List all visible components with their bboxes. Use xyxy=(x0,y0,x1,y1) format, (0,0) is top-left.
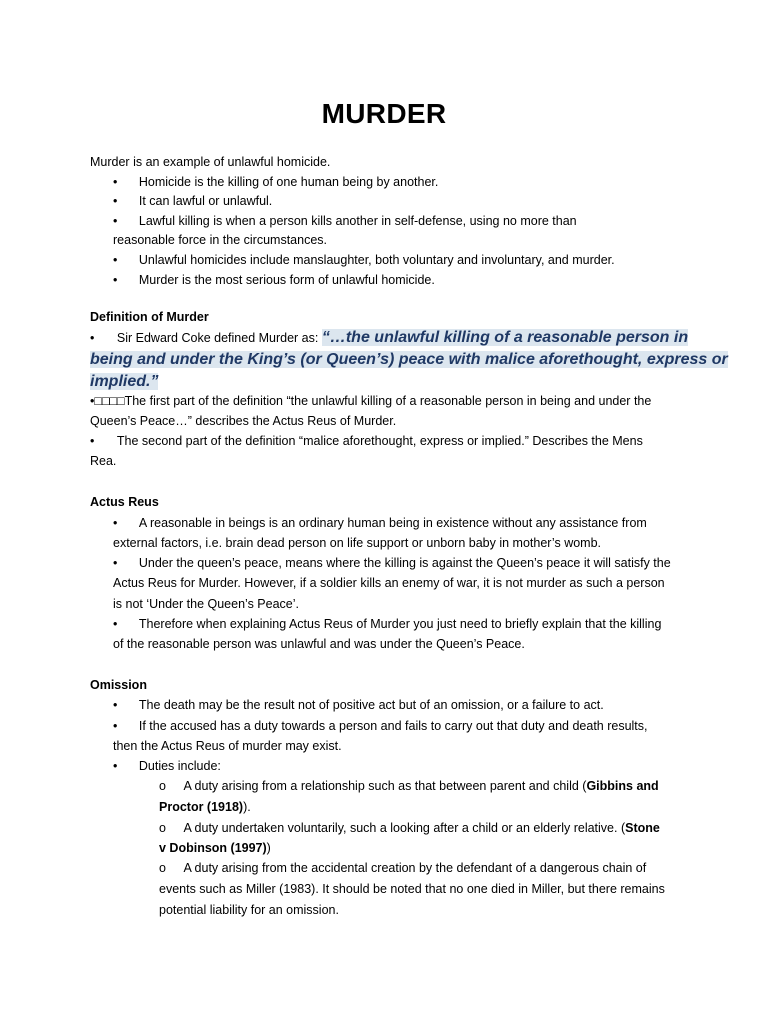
coke-definition-line2 xyxy=(90,349,728,371)
list-item-text: Murder is the most serious form of unlawful homicide. xyxy=(138,273,435,287)
section-heading-actus-reus: Actus Reus xyxy=(90,495,159,509)
list-item-continuation: of the reasonable person was unlawful and was under the Queen’s Peace. xyxy=(113,637,525,651)
sub-list-item-continuation: events such as Miller (1983). It should be noted that no one died in Miller, but there remains xyxy=(159,882,665,896)
coke-quote-part1: “…the unlawful killing of a reasonable person in xyxy=(321,329,689,346)
bullet-glyph: • xyxy=(113,273,118,287)
page-title: MURDER xyxy=(321,98,447,129)
list-item-continuation: reasonable force in the circumstances. xyxy=(113,233,327,247)
sub-bullet-glyph: o xyxy=(159,861,166,875)
coke-prefix: Sir Edward Coke defined Murder as: xyxy=(116,331,322,345)
bullet-glyph: • xyxy=(113,759,118,773)
list-item xyxy=(113,250,615,270)
sub-list-item-text: ) xyxy=(266,841,271,855)
case-citation: Proctor (1918) xyxy=(159,800,244,814)
list-item-text: Therefore when explaining Actus Reus of Murder you just need to briefly explain that the killing xyxy=(138,617,662,631)
section-heading-omission: Omission xyxy=(90,678,147,692)
list-item-continuation: Actus Reus for Murder. However, if a soldier kills an enemy of war, it is not murder as such a person xyxy=(113,576,665,590)
bullet-glyph: • xyxy=(113,214,118,228)
definition-p2-text: The second part of the definition “malice aforethought, express or implied.” Describes the Mens xyxy=(116,434,643,448)
section-heading-definition: Definition of Murder xyxy=(90,310,209,324)
list-item-text: The death may be the result not of positive act but of an omission, or a failure to act. xyxy=(138,698,604,712)
list-item-text: If the accused has a duty towards a person and fails to carry out that duty and death results, xyxy=(138,719,648,733)
case-citation: Stone xyxy=(625,821,660,835)
definition-paragraph-1-continued: Queen’s Peace…” describes the Actus Reus of Murder. xyxy=(90,414,397,428)
list-item xyxy=(113,614,661,634)
sub-list-item xyxy=(159,858,646,878)
bullet-glyph: • xyxy=(113,175,118,189)
sub-bullet-glyph: o xyxy=(159,821,166,835)
intro-lead: Murder is an example of unlawful homicide. xyxy=(90,155,331,169)
list-item-text: Under the queen’s peace, means where the killing is against the Queen’s peace it will satisfy the xyxy=(138,556,671,570)
list-item xyxy=(113,716,648,736)
definition-paragraph-2-continued: Rea. xyxy=(90,454,117,468)
case-citation: v Dobinson (1997) xyxy=(159,841,267,855)
bullet-glyph: • xyxy=(90,434,95,448)
definition-p1-text: The first part of the definition “the unlawful killing of a reasonable person in being and under the xyxy=(124,394,652,408)
list-item xyxy=(113,191,272,211)
sub-list-item xyxy=(159,776,659,796)
bullet-glyph: • xyxy=(113,253,118,267)
list-item-continuation: then the Actus Reus of murder may exist. xyxy=(113,739,342,753)
list-item xyxy=(113,756,221,776)
sub-list-item xyxy=(159,818,660,838)
list-item-text: It can lawful or unlawful. xyxy=(138,194,273,208)
list-item xyxy=(113,513,647,533)
bullet-glyph: • xyxy=(113,556,118,570)
list-item xyxy=(113,172,438,192)
list-item-text: A reasonable in beings is an ordinary human being in existence without any assistance from xyxy=(138,516,647,530)
sub-bullet-glyph: o xyxy=(159,779,166,793)
coke-definition-line1 xyxy=(90,327,688,349)
bullet-glyph: • xyxy=(113,719,118,733)
list-item xyxy=(113,211,577,231)
list-item xyxy=(113,695,604,715)
bullet-glyph: • xyxy=(113,194,118,208)
missing-glyph-boxes: □□□□ xyxy=(94,394,125,408)
sub-list-item-continuation xyxy=(159,838,271,858)
sub-list-item-text: ). xyxy=(243,800,251,814)
bullet-glyph: • xyxy=(90,331,95,345)
list-item-text: Homicide is the killing of one human being by another. xyxy=(138,175,439,189)
list-item xyxy=(113,553,671,573)
list-item-text: Lawful killing is when a person kills another in self-defense, using no more than xyxy=(138,214,577,228)
coke-definition-line3 xyxy=(90,371,158,393)
case-citation: Gibbins and xyxy=(586,779,659,793)
bullet-glyph: • xyxy=(90,394,95,408)
definition-paragraph-1 xyxy=(90,391,651,411)
sub-list-item-continuation xyxy=(159,797,251,817)
list-item-continuation: external factors, i.e. brain dead person on life support or unborn baby in mother’s womb. xyxy=(113,536,602,550)
coke-quote-part2: being and under the King’s (or Queen’s) peace with malice aforethought, express or xyxy=(90,351,728,368)
list-item-continuation: is not ‘Under the Queen’s Peace’. xyxy=(113,597,299,611)
list-item-text: Unlawful homicides include manslaughter, both voluntary and involuntary, and murder. xyxy=(138,253,615,267)
sub-list-item-text: A duty arising from a relationship such as that between parent and child ( xyxy=(183,779,587,793)
bullet-glyph: • xyxy=(113,617,118,631)
list-item-text: Duties include: xyxy=(138,759,221,773)
sub-list-item-text: A duty arising from the accidental creation by the defendant of a dangerous chain of xyxy=(183,861,647,875)
bullet-glyph: • xyxy=(113,516,118,530)
coke-quote-part3: implied.” xyxy=(90,373,159,390)
definition-paragraph-2 xyxy=(90,431,643,451)
list-item xyxy=(113,270,435,290)
sub-list-item-text: A duty undertaken voluntarily, such a looking after a child or an elderly relative. ( xyxy=(183,821,626,835)
sub-list-item-continuation: potential liability for an omission. xyxy=(159,903,339,917)
bullet-glyph: • xyxy=(113,698,118,712)
